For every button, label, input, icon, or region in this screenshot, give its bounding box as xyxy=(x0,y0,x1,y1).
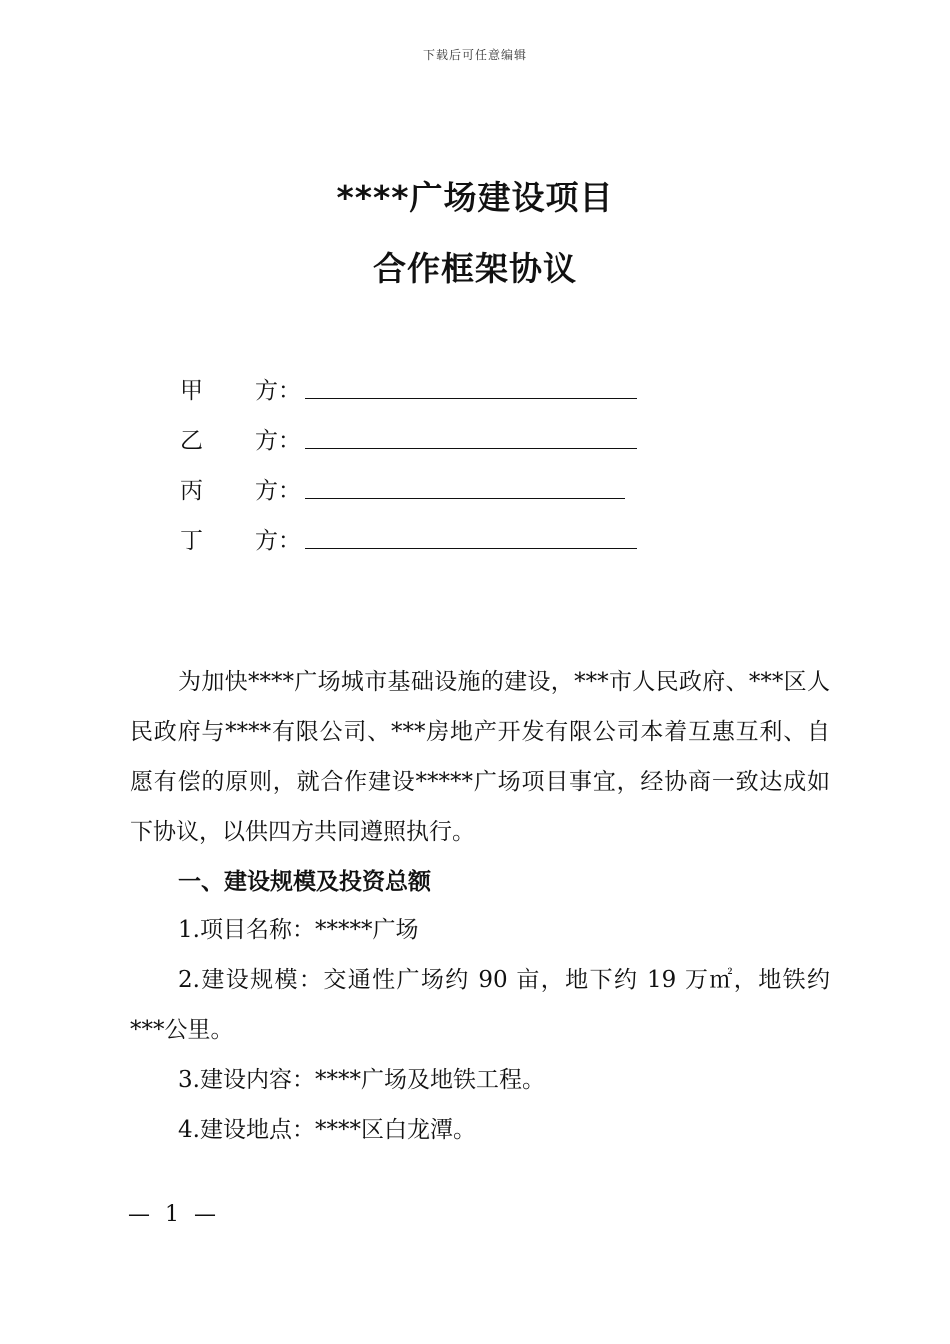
party-suffix: 方： xyxy=(255,428,301,454)
party-suffix: 方： xyxy=(255,478,301,504)
party-label: 丙 xyxy=(180,478,203,504)
party-blank-line[interactable] xyxy=(305,498,625,499)
party-label: 甲 xyxy=(180,378,203,404)
party-blank-line[interactable] xyxy=(305,448,637,449)
list-item: 2.建设规模：交通性广场约 90 亩，地下约 19 万㎡，地铁约 ***公里。 xyxy=(130,967,853,1043)
document-title-line-1: ****广场建设项目 xyxy=(336,178,614,217)
party-suffix: 方： xyxy=(255,378,301,404)
party-row-jia xyxy=(180,372,650,406)
party-suffix: 方： xyxy=(255,528,301,554)
party-blank-line[interactable] xyxy=(305,398,637,399)
party-row-ding xyxy=(180,522,650,556)
party-label: 乙 xyxy=(180,428,203,454)
party-row-bing xyxy=(180,472,650,506)
page-number: — 1 — xyxy=(128,1202,220,1227)
document-title-line-2: 合作框架协议 xyxy=(373,249,577,288)
party-label: 丁 xyxy=(180,528,203,554)
intro-paragraph: 为加快****广场城市基础设施的建设，***市人民政府、***区人民政府与****有限公司、***房地产开发有限公司本着互惠互利、自愿有偿的原则，就合作建设*****广场项目事宜，经协商一致达成如下协议，以供四方共同遵照执行。 xyxy=(130,669,830,845)
list-item: 4.建设地点：****区白龙潭。 xyxy=(178,1117,476,1143)
party-row-yi xyxy=(180,422,650,456)
section-heading: 一、建设规模及投资总额 xyxy=(178,869,431,895)
header-note: 下载后可任意编辑 xyxy=(422,48,527,62)
list-item: 3.建设内容：****广场及地铁工程。 xyxy=(178,1067,545,1093)
party-blank-line[interactable] xyxy=(305,548,637,549)
list-item: 1.项目名称：*****广场 xyxy=(178,917,419,943)
